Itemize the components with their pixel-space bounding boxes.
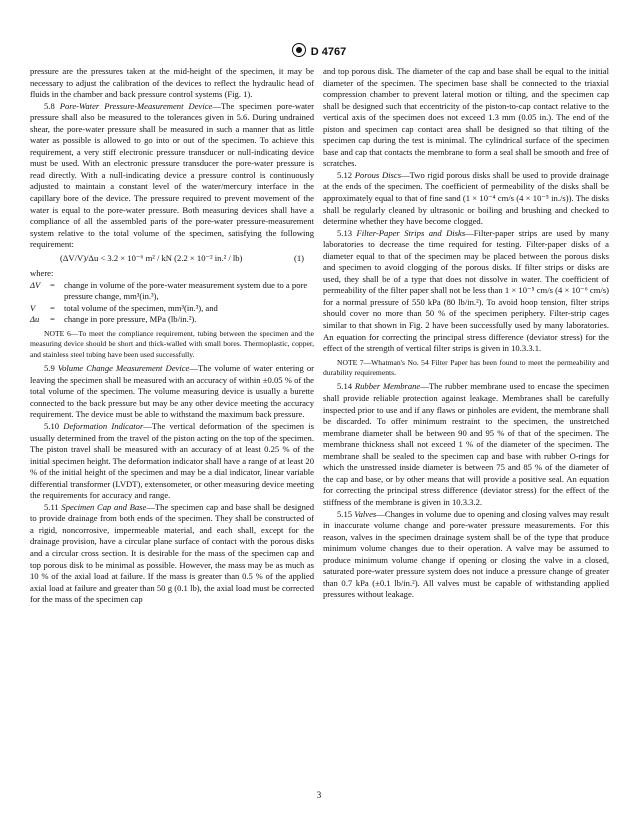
section-text: —The specimen cap and base shall be designed to provide drainage from both ends of the specimen. They shall be constructed of a rigid, noncorrosive, impermeable material, and each shall, except for the drainage provision, have a circular plane surface of contact with the porous disks and a circular cross section. It is desirable for the mass of the specimen cap and top porous disk to be minimal as possible. However, the mass may be as much as 10 % of the axial load at failure. If the mass is greater than 0.5 % of the applied axial load at failure and greater than 50 g (0.1 lb), the axial load must be corrected for the mass of the specimen cap xyxy=(30,501,314,605)
where-label: where: xyxy=(30,268,54,279)
astm-logo-icon xyxy=(292,43,306,57)
definition-row: ΔV = change in volume of the pore-water measurement system due to a pore pressure change, mm³(in.³), xyxy=(30,279,308,302)
section-text: —Filter-paper strips are used by many laboratories to decrease the time required for testing. Filter-paper disks of a diameter equal to that of the specimen may be placed between the porous disks and specimen to avoid clogging of the porous disks. If filter strips or disks are used, they shall be of a type that does not dissolve in water. The coefficient of permeability of the filter paper shall not be less than 1 × 10⁻⁵ cm/s (4 × 10⁻⁶ cm/s) for a normal pressure of 550 kPa (80 lb/in.²). To avoid hoop tension, filter strips should cover no more than 50 % of the specimen periphery. Filter-strip cages similar to that shown in Fig. 2 have been successfully used by many laboratories. An equation for correcting the principal stress difference (deviator stress) for the effect of the strength of vertical filter strips is given in 10.3.3.1. xyxy=(323,227,609,354)
section-title: Volume Change Measurement Device xyxy=(57,363,190,374)
section-title: Rubber Membrane xyxy=(354,381,421,392)
section-text: —The specimen pore-water pressure shall also be measured to the tolerances given in 5.6. During undrained shear, the pore-water pressure shall be measured in such a manner that as little water as possible is allowed to go into or out of the specimen. To achieve this requirement, a very stiff electronic pressure transducer or null-indicating device must be used. With an electronic pressure transducer the pore-water pressure is read directly. With a null-indicating device a pressure control is continuously adjusted to maintain a constant level of the water/mercury interface in the capillary bore of the device. The pressure required to prevent movement of the water is equal to the pore-water pressure. Both measuring devices shall have a compliance of all the assembled parts of the pore-water pressure-measurement system relative to the total volume of the specimen, satisfying the following requirement: xyxy=(30,100,314,250)
section-text: —Two rigid porous disks shall be used to provide drainage at the ends of the specimen. The coefficient of permeability of the disks shall be approximately equal to that of fine sand (1 × 10⁻⁴ cm/s (4 × 10⁻⁵ in./s)). The disks shall be regularly cleaned by ultrasonic or boiling and brushing and checked to determine whether they have become clogged. xyxy=(323,169,609,227)
section-title: Filter-Paper Strips and Disks xyxy=(356,227,466,238)
section-title: Porous Discs xyxy=(354,169,402,180)
right-column xyxy=(323,66,609,601)
note-6: NOTE 6—To meet the compliance requirement, tubing between the specimen and the measuring device should be short and thick-walled with small bores. Thermoplastic, copper, and stainless steel tubing have been used successfully. xyxy=(30,329,314,359)
section-text: —The vertical deformation of the specimen is usually determined from the travel of the piston acting on the top of the specimen. The piston travel shall be measured with an accuracy of at least 0.25 % of the initial specimen height. The deformation indicator shall have a range of at least 20 % of the initial height of the specimen and may be a dial indicator, linear variable differential transformer (LVDT), extensometer, or other measuring device meeting the requirements for accuracy and range. xyxy=(30,420,314,501)
definition-row: Δu = change in pore pressure, MPa (lb/in.²). xyxy=(30,314,197,325)
section-number: 5.14 xyxy=(337,381,353,392)
section-5-14 xyxy=(323,381,609,508)
section-title: Valves xyxy=(354,508,377,519)
section-title: Pore-Water Pressure-Measurement Device xyxy=(59,100,213,111)
definition-row: V = total volume of the specimen, mm³(in.³), and xyxy=(30,302,218,313)
section-5-8 xyxy=(30,101,314,251)
section-5-9 xyxy=(30,363,314,421)
page-number: 3 xyxy=(316,790,322,800)
section-text: —The rubber membrane used to encase the specimen shall provide reliable protection against leakage. Membranes shall be carefully inspected prior to use and if any flaws or pinholes are evident, the membrane shall be discarded. To offer minimum restraint to the specimen, the unstretched membrane diameter shall be between 90 and 95 % of that of the specimen. The membrane thickness shall not exceed 1 % of the diameter of the specimen. The membrane shall be sealed to the specimen cap and base with rubber O-rings for which the unstressed inside diameter is between 75 and 85 % of the diameter of the cap and base, or by other means that will provide a positive seal. An equation for correcting the principal stress difference (deviator stress) for the effect of the stiffness of the membrane is given in 10.3.3.2. xyxy=(323,381,609,507)
left-column xyxy=(30,66,314,606)
equation-number: (1) xyxy=(293,252,304,263)
section-5-12 xyxy=(323,170,609,228)
section-number: 5.9 xyxy=(44,363,55,374)
section-number: 5.8 xyxy=(44,100,55,111)
section-title: Specimen Cap and Base xyxy=(61,501,147,512)
section-number: 5.12 xyxy=(337,169,353,180)
equation-text: (ΔV/V)/Δu < 3.2 × 10⁻⁶ m² / kN (2.2 × 10⁻² in.² / lb) xyxy=(60,252,243,263)
section-number: 5.10 xyxy=(44,420,60,431)
section-title: Deformation Indicator xyxy=(63,420,144,431)
page-header xyxy=(0,43,638,58)
equation-1 xyxy=(30,251,314,267)
section-5-10 xyxy=(30,421,314,502)
section-number: 5.15 xyxy=(337,508,353,519)
note-7: NOTE 7—Whatman's No. 54 Filter Paper has been found to meet the permeability and durability requirements. xyxy=(323,357,609,378)
section-5-15 xyxy=(323,509,609,601)
section-number: 5.11 xyxy=(44,501,59,512)
paragraph-continuation: pressure are the pressures taken at the mid-height of the specimen, it may be necessary to adjust the calibration of the devices to reflect the hydraulic head of fluids in the chamber and back pressure control systems (Fig. 1). xyxy=(30,66,314,100)
section-text: —Changes in volume due to opening and closing valves may result in inaccurate volume change and pore-water pressure measurements. For this reason, valves in the specimen drainage system shall be of the type that produce minimum volume changes due to their operation. A valve may be assumed to produce minimum volume change if opening or closing the valve in a closed, saturated pore-water pressure system does not induce a pressure change of greater than 0.7 kPa (±0.1 lb/in.²). All valves must be capable of withstanding applied pressures without leakage. xyxy=(323,508,609,600)
standard-designation: D 4767 xyxy=(310,46,347,58)
section-5-13 xyxy=(323,228,609,355)
section-text: —The volume of water entering or leaving the specimen shall be measured with an accuracy of within ±0.05 % of the total volume of the specimen. The volume measuring device is usually a burette connected to the back pressure but may be any other device meeting the accuracy requirement. The device must be able to withstand the maximum back pressure. xyxy=(30,363,314,420)
section-5-11 xyxy=(30,502,314,606)
section-number: 5.13 xyxy=(337,227,353,238)
paragraph-continuation: and top porous disk. The diameter of the cap and base shall be equal to the initial diameter of the specimen. The specimen base shall be connected to the triaxial compression chamber to prevent lateral motion or tilting, and the specimen cap shall be designed such that eccentricity of the piston-to-cap contact relative to the vertical axis of the specimen does not exceed 1.3 mm (0.05 in.). The end of the piston and specimen cap contact area shall be designed so that tilting of the specimen cap during the test is minimal. The cylindrical surface of the specimen base and cap that contacts the membrane to form a seal shall be smooth and free of scratches. xyxy=(323,66,609,169)
